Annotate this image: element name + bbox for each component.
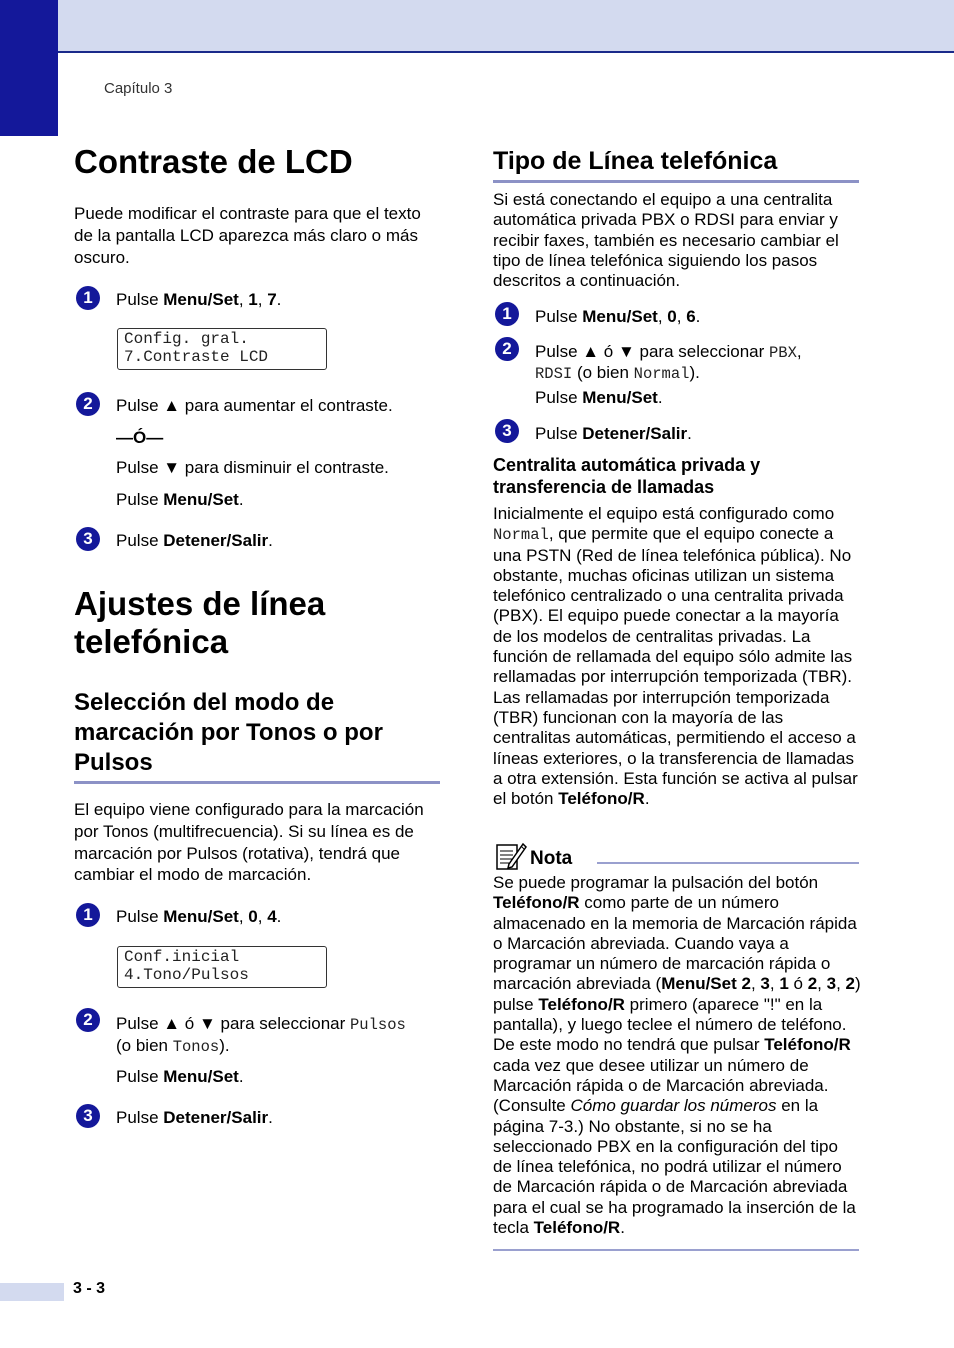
dial-mode-intro: El equipo viene configurado para la marcación por Tonos (multifrecuencia). Si su línea es de marcación por Pulsos (rotativa), tendrá que cambiar el modo de marcación.	[74, 800, 424, 885]
or-separator: —Ó—	[116, 428, 164, 447]
note-body: Se puede programar la pulsación del botón Teléfono/R como parte de un número almacenado en la memoria de Marcación rápida o Marcación abreviada. Cuando vaya a programar un número de marcación rápida o marcación abreviada (Menu/Set 2, 3, 1 ó 2, 3, 2) pulse Teléfono/R primero (aparece "!" en la pantalla), y luego teclee el número de teléfono. De este modo no tendrá que pulsar Teléfono/R cada vez que desee utilizar un número de Marcación rápida o de Marcación abreviada. (Consulte Cómo guardar los números en la página 7-3.) No obstante, si no se ha seleccionado PBX en la configuración del tipo de línea telefónica, no podrá utilizar el número de Marcación rápida o de Marcación abreviada para el cual se ha programado la inserción de la tecla Teléfono/R.	[493, 873, 861, 1238]
line-type-step-3: Pulse Detener/Salir.	[535, 424, 692, 443]
pbx-paragraph: Inicialmente el equipo está configurado como Normal, que permite que el equipo conecte a una PSTN (Red de línea telefónica pública). No obstante, muchas oficinas utilizan un sistema telefónico centralizado o una centralita privada (PBX). El equipo puede conectar a la mayoría de los modelos de centralitas privadas. La función de rellamada del equipo sólo admite las rellamadas por interrupción temporizada (TBR). Las rellamadas por interrupción temporizada (TBR) funcionan con la mayoría de las centralitas automáticas, permitiendo el acceso a líneas exteriores, o la transferencia de llamadas a otra extensión. Esta función se activa al pulsar el botón Teléfono/R.	[493, 504, 858, 809]
page-number: 3 - 3	[73, 1280, 106, 1297]
contrast-step-1: Pulse Menu/Set, 1, 7.	[116, 290, 282, 309]
step-number-3: 3	[495, 419, 519, 443]
section-rule	[74, 781, 440, 784]
note-label: Nota	[530, 848, 573, 869]
note-pencil-icon	[495, 840, 527, 872]
step-number-3: 3	[76, 1104, 100, 1128]
step-number-1: 1	[76, 286, 100, 310]
step-number-1: 1	[76, 903, 100, 927]
heading-contrast-lcd: Contraste de LCD	[74, 143, 353, 180]
line-type-step-1: Pulse Menu/Set, 0, 6.	[535, 307, 701, 326]
dial-step-1: Pulse Menu/Set, 0, 4.	[116, 907, 282, 926]
step-number-2: 2	[76, 392, 100, 416]
line-type-step-2-alt: RDSI (o bien Normal).	[535, 363, 700, 383]
chapter-tab-block	[0, 0, 58, 136]
header-band	[0, 0, 954, 52]
contrast-step-2: Pulse ▲ para aumentar el contraste.	[116, 396, 393, 415]
contrast-step-3: Pulse Detener/Salir.	[116, 531, 273, 550]
contrast-step-2-alt: Pulse ▼ para disminuir el contraste.	[116, 458, 389, 477]
contrast-intro: Puede modificar el contraste para que el texto de la pantalla LCD aparezca más claro o más oscuro.	[74, 204, 421, 267]
dial-step-2: Pulse ▲ ó ▼ para seleccionar Pulsos	[116, 1014, 406, 1034]
footer-band	[0, 1283, 64, 1301]
lcd-display-dial-mode: Conf.inicial 4.Tono/Pulsos	[117, 946, 327, 988]
dial-step-3: Pulse Detener/Salir.	[116, 1108, 273, 1127]
dial-step-2-alt: (o bien Tonos).	[116, 1036, 230, 1056]
heading-line-type: Tipo de Línea telefónica	[493, 147, 778, 175]
step-number-3: 3	[76, 527, 100, 551]
line-type-step-2: Pulse ▲ ó ▼ para seleccionar PBX,	[535, 342, 802, 362]
line-type-step-2-confirm: Pulse Menu/Set.	[535, 388, 663, 407]
heading-dial-mode: Selección del modo de marcación por Tonos o por Pulsos	[74, 689, 383, 776]
dial-step-2-confirm: Pulse Menu/Set.	[116, 1067, 244, 1086]
step-number-2: 2	[495, 337, 519, 361]
contrast-step-2-confirm: Pulse Menu/Set.	[116, 490, 244, 509]
step-number-2: 2	[76, 1008, 100, 1032]
lcd-display-contrast: Config. gral. 7.Contraste LCD	[117, 328, 327, 370]
header-rule	[58, 51, 954, 53]
note-top-rule	[597, 862, 859, 864]
heading-line-settings: Ajustes de línea telefónica	[74, 585, 326, 660]
chapter-label: Capítulo 3	[104, 80, 173, 97]
heading-pbx-transfer: Centralita automática privada y transferencia de llamadas	[493, 455, 761, 497]
section-rule	[493, 180, 859, 183]
step-number-1: 1	[495, 302, 519, 326]
note-bottom-rule	[493, 1249, 859, 1251]
line-type-intro: Si está conectando el equipo a una centralita automática privada PBX o RDSI para enviar y recibir faxes, también es necesario cambiar el tipo de línea telefónica siguiendo los pasos descritos a continuación.	[493, 190, 839, 291]
